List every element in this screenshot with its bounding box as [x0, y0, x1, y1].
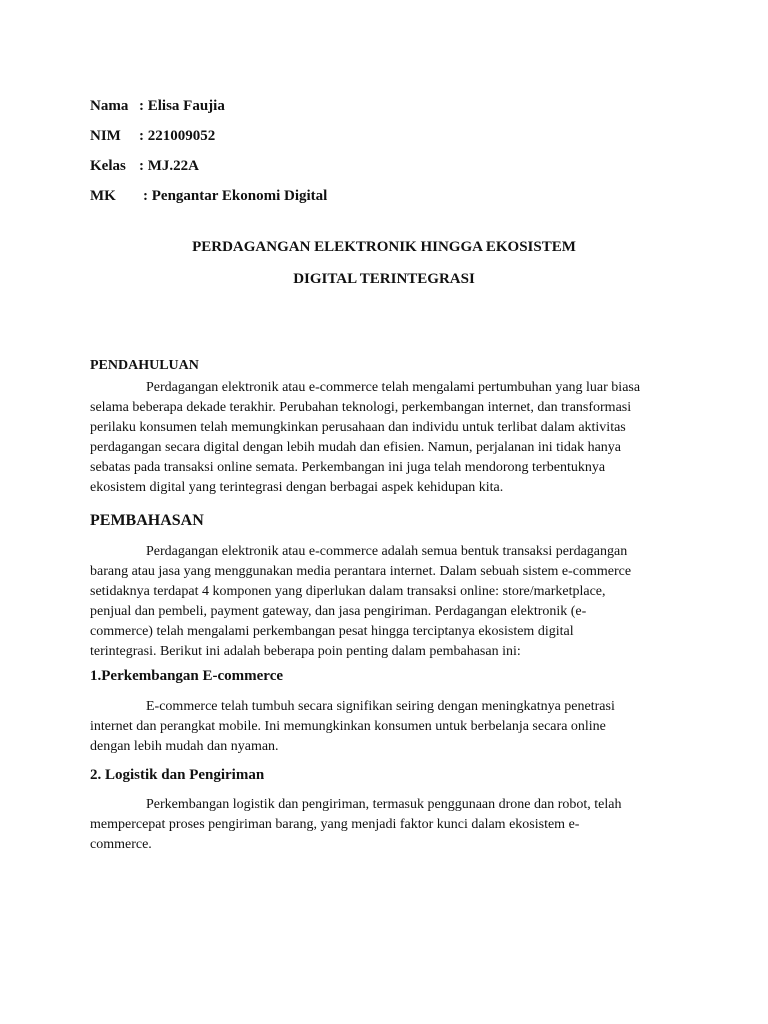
paragraph-line: perdagangan secara digital dengan lebih mudah dan efisien. Namun, perjalanan ini tidak hanya: [90, 440, 622, 455]
paragraph-line: barang atau jasa yang menggunakan media perantara internet. Dalam sebuah sistem e-commerce: [90, 564, 632, 579]
paragraph-line: terintegrasi. Berikut ini adalah beberapa poin penting dalam pembahasan ini:: [90, 644, 521, 659]
identity-row-nim: [90, 121, 327, 151]
section-heading-pendahuluan: PENDAHULUAN: [90, 358, 199, 373]
document-title-line-1: PERDAGANGAN ELEKTRONIK HINGGA EKOSISTEM: [192, 239, 576, 255]
identity-row-nama: [90, 91, 327, 121]
identity-label: Kelas: [90, 158, 126, 174]
identity-value: : MJ.22A: [139, 158, 199, 174]
subsection-heading-logistik: 2. Logistik dan Pengiriman: [90, 767, 265, 783]
paragraph-logistik: [90, 795, 680, 855]
paragraph-pendahuluan: [90, 378, 680, 498]
paragraph-line: Perdagangan elektronik atau e-commerce adalah semua bentuk transaksi perdagangan: [146, 544, 628, 559]
paragraph-line: perilaku konsumen telah memungkinkan perusahaan dan individu untuk terlibat dalam aktivitas: [90, 420, 626, 435]
identity-label: Nama: [90, 98, 129, 114]
section-heading-pembahasan: PEMBAHASAN: [90, 512, 204, 529]
paragraph-line: dengan lebih mudah dan nyaman.: [90, 739, 279, 754]
identity-label: NIM: [90, 128, 121, 144]
paragraph-line: Perkembangan logistik dan pengiriman, termasuk penggunaan drone dan robot, telah: [146, 797, 622, 812]
paragraph-line: ekosistem digital yang terintegrasi dengan berbagai aspek kehidupan kita.: [90, 480, 504, 495]
paragraph-line: commerce) telah mengalami perkembangan pesat hingga terciptanya ekosistem digital: [90, 624, 574, 639]
identity-value: : Elisa Faujia: [139, 98, 225, 114]
paragraph-line: selama beberapa dekade terakhir. Perubahan teknologi, perkembangan internet, dan transformasi: [90, 400, 632, 415]
identity-row-kelas: [90, 151, 327, 181]
paragraph-line: commerce.: [90, 837, 152, 852]
subsection-heading-perkembangan: 1.Perkembangan E-commerce: [90, 668, 284, 684]
paragraph-line: E-commerce telah tumbuh secara signifikan seiring dengan meningkatnya penetrasi: [146, 699, 615, 714]
paragraph-line: Perdagangan elektronik atau e-commerce telah mengalami pertumbuhan yang luar biasa: [146, 380, 641, 395]
document-title-line-2: DIGITAL TERINTEGRASI: [293, 271, 475, 287]
student-identity-block: [90, 91, 327, 211]
paragraph-line: penjual dan pembeli, payment gateway, dan jasa pengiriman. Perdagangan elektronik (e-: [90, 604, 587, 619]
paragraph-line: setidaknya terdapat 4 komponen yang diperlukan dalam transaksi online: store/marketplace,: [90, 584, 606, 599]
paragraph-line: sebatas pada transaksi online semata. Perkembangan ini juga telah mendorong terbentuknya: [90, 460, 606, 475]
paragraph-line: internet dan perangkat mobile. Ini memungkinkan konsumen untuk berbelanja secara online: [90, 719, 606, 734]
paragraph-line: mempercepat proses pengiriman barang, yang menjadi faktor kunci dalam ekosistem e-: [90, 817, 580, 832]
identity-row-mk: [90, 181, 327, 211]
identity-value: : Pengantar Ekonomi Digital: [143, 188, 328, 204]
paragraph-perkembangan: [90, 697, 680, 757]
paragraph-pembahasan: [90, 542, 680, 662]
identity-value: : 221009052: [139, 128, 216, 144]
identity-label: MK: [90, 188, 116, 204]
